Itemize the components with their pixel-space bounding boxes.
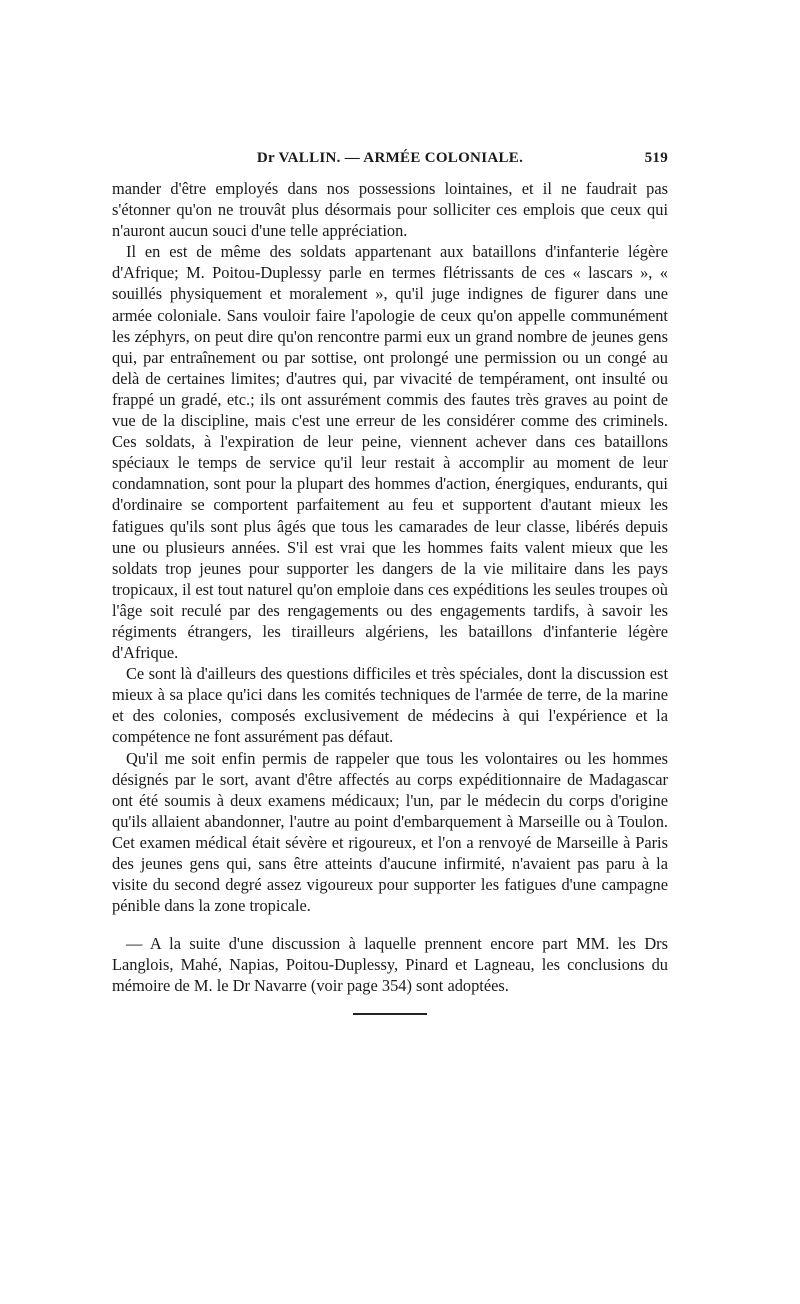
document-page — [112, 150, 668, 1015]
paragraph-continued: mander d'être employés dans nos possessions lointaines, et il ne faudrait pas s'étonner qu'on ne trouvât plus désormais pour solliciter ces emplois que ceux qui n'auront aucun souci d'une telle appréciation. — [112, 179, 668, 241]
paragraph-questions: Ce sont là d'ailleurs des questions difficiles et très spéciales, dont la discussion est mieux à sa place qu'ici dans les comités techniques de l'armée de terre, de la marine et des colonies, composés exclusivement de médecins à qui l'expérience et la compétence ne font assurément pas défaut. — [112, 664, 668, 747]
discussion-note: — A la suite d'une discussion à laquelle prennent encore part MM. les Drs Langlois, Mahé, Napias, Poitou-Duplessy, Pinard et Lagneau, les conclusions du mémoire de M. le Dr Navarre (voir page 354) sont adoptées. — [112, 934, 668, 996]
section-divider — [353, 1013, 427, 1015]
page-number: 519 — [644, 150, 668, 166]
paragraph-zephyrs: Il en est de même des soldats appartenant aux bataillons d'infanterie légère d'Afrique; M. Poitou-Duplessy parle en termes flétrissants de ces « lascars », « souillés physiquement et moralement », qu'il juge indignes de figurer dans une armée coloniale. Sans vouloir faire l'apologie de ceux qu'on appelle communément les zéphyrs, on peut dire qu'on rencontre parmi eux un grand nombre de jeunes gens qui, par entraînement ou par sottise, ont prolongé une permission ou un congé au delà de certaines limites; d'autres qui, par vivacité de tempérament, ont insulté ou frappé un gradé, etc.; ils ont assurément commis des fautes très graves au point de vue de la discipline, mais c'est une erreur de les considérer comme des criminels. Ces soldats, à l'expiration de leur peine, viennent achever dans ces bataillons spéciaux le temps de service qu'il leur restait à accomplir au moment de leur condamnation, sont pour la plupart des hommes d'action, énergiques, endurants, qui d'ordinaire se comportent parfaitement au feu et supportent d'autant mieux les fatigues qu'ils sont plus âgés que tous les camarades de leur classe, libérés depuis une ou plusieurs années. S'il est vrai que les hommes faits valent mieux que les soldats trop jeunes pour supporter les dangers de la vie militaire dans les pays tropicaux, il est tout naturel qu'on emploie dans ces expéditions les seules troupes où l'âge soit reculé par des rengagements ou des engagements tardifs, à savoir les régiments étrangers, les tirailleurs algériens, les bataillons d'infanterie légère d'Afrique. — [112, 242, 668, 663]
running-header — [112, 150, 668, 172]
paragraph-medical-exams: Qu'il me soit enfin permis de rappeler que tous les volontaires ou les hommes désignés par le sort, avant d'être affectés au corps expéditionnaire de Madagascar ont été soumis à deux examens médicaux; l'un, par le médecin du corps d'origine qu'ils allaient abandonner, l'autre au point d'embarquement à Marseille ou à Toulon. Cet examen médical était sévère et rigoureux, et l'on a renvoyé de Marseille à Paris des jeunes gens qui, sans être atteints d'aucune infirmité, n'avaient pas paru à la visite du second degré assez vigoureux pour supporter les fatigues d'une campagne pénible dans la zone tropicale. — [112, 748, 668, 916]
body-text — [112, 178, 668, 997]
running-title: Dr VALLIN. — ARMÉE COLONIALE. — [256, 150, 524, 166]
